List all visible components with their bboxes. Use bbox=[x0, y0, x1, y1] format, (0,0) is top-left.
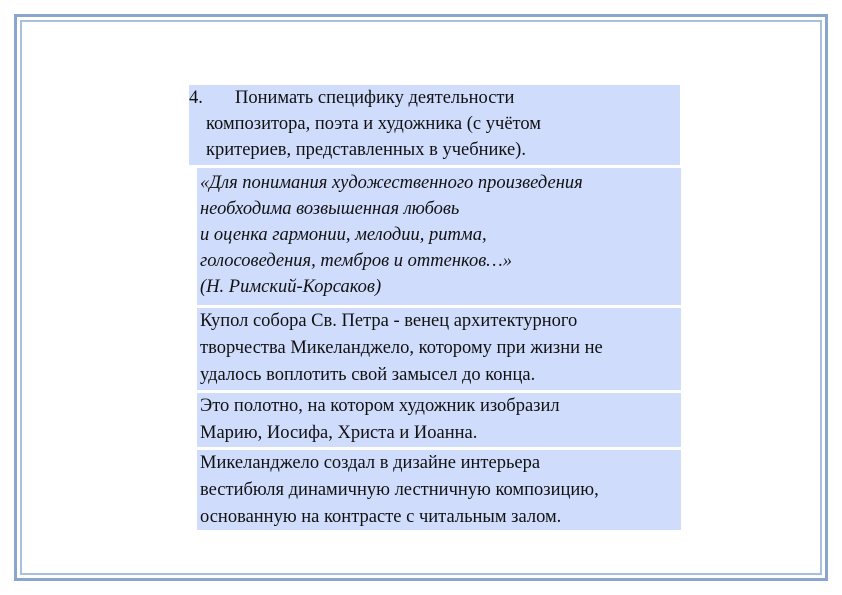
quote-author: (Н. Римский-Корсаков) bbox=[200, 277, 382, 297]
frame-corner-ornament bbox=[814, 14, 828, 28]
task-number: 4. bbox=[189, 88, 203, 108]
quote-line: голосоведения, тембров и оттенков…» bbox=[200, 251, 512, 271]
paragraph-line: удалось воплотить свой замысел до конца. bbox=[200, 365, 536, 385]
paragraph-painting bbox=[197, 393, 681, 447]
paragraph-staircase bbox=[197, 450, 681, 530]
paragraph-line: Купол собора Св. Петра - венец архитектурного bbox=[200, 311, 578, 331]
paragraph-line: основанную на контрасте с читальным залом. bbox=[200, 507, 562, 527]
task-line: композитора, поэта и художника (с учётом bbox=[206, 114, 541, 134]
task-item bbox=[189, 85, 680, 165]
paragraph-line: Микеланджело создал в дизайне интерьера bbox=[200, 453, 541, 473]
paragraph-line: Марию, Иосифа, Христа и Иоанна. bbox=[200, 423, 478, 443]
paragraph-dome bbox=[197, 308, 681, 390]
paragraph-line: творчества Микеланджело, которому при жизни не bbox=[200, 338, 603, 358]
task-line: Понимать специфику деятельности bbox=[235, 88, 515, 108]
quote-line: необходима возвышенная любовь bbox=[200, 199, 460, 219]
quote-line: «Для понимания художественного произведения bbox=[200, 173, 583, 193]
paragraph-line: вестибюля динамичную лестничную композицию, bbox=[200, 480, 599, 500]
task-line: критериев, представленных в учебнике). bbox=[206, 140, 526, 160]
quote-line: и оценка гармонии, мелодии, ритма, bbox=[200, 225, 487, 245]
quote-block bbox=[197, 168, 681, 305]
paragraph-line: Это полотно, на котором художник изобразил bbox=[200, 396, 560, 416]
